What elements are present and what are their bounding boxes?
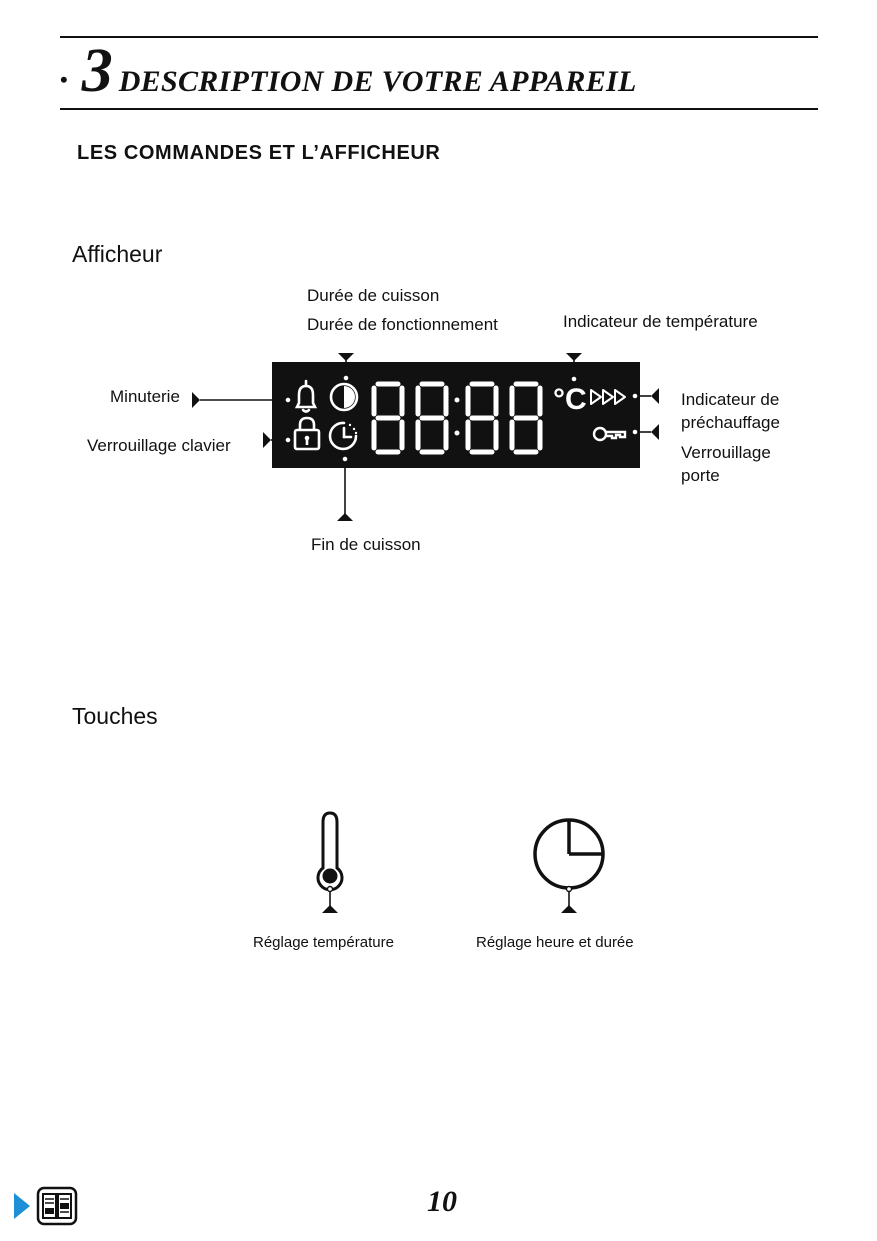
section-subheading: LES COMMANDES ET L’AFFICHEUR [77, 142, 441, 164]
label-clock-key: Réglage heure et durée [476, 934, 634, 951]
manual-book-icon[interactable] [36, 1186, 78, 1226]
keys-section-title: Touches [72, 703, 158, 729]
display-section-title: Afficheur [72, 241, 163, 267]
label-operating-time: Durée de fonctionnement [307, 315, 498, 334]
label-end-of-cooking: Fin de cuisson [311, 535, 421, 554]
label-timer: Minuterie [110, 387, 180, 406]
label-key-lock: Verrouillage clavier [87, 436, 231, 455]
clock-icon [535, 820, 603, 888]
chapter-bullet: • [60, 67, 68, 92]
lcd-display-diagram [0, 0, 877, 600]
label-preheat-indicator: Indicateur de préchauffage [681, 390, 780, 432]
degree-celsius-symbol: °C [553, 383, 587, 416]
nav-arrow-icon[interactable] [12, 1192, 32, 1220]
thermometer-icon [318, 813, 342, 890]
cooking-time-icon [331, 384, 357, 410]
chapter-number: 3 [81, 37, 113, 105]
label-door-lock: Verrouillage porte [681, 443, 771, 485]
chapter-title: DESCRIPTION DE VOTRE APPAREIL [118, 65, 637, 98]
keys-diagram [0, 790, 877, 920]
label-cooking-time: Durée de cuisson [307, 286, 440, 305]
label-temperature-key: Réglage température [253, 934, 394, 951]
page-number: 10 [427, 1185, 457, 1218]
label-temperature-indicator: Indicateur de température [563, 312, 758, 331]
